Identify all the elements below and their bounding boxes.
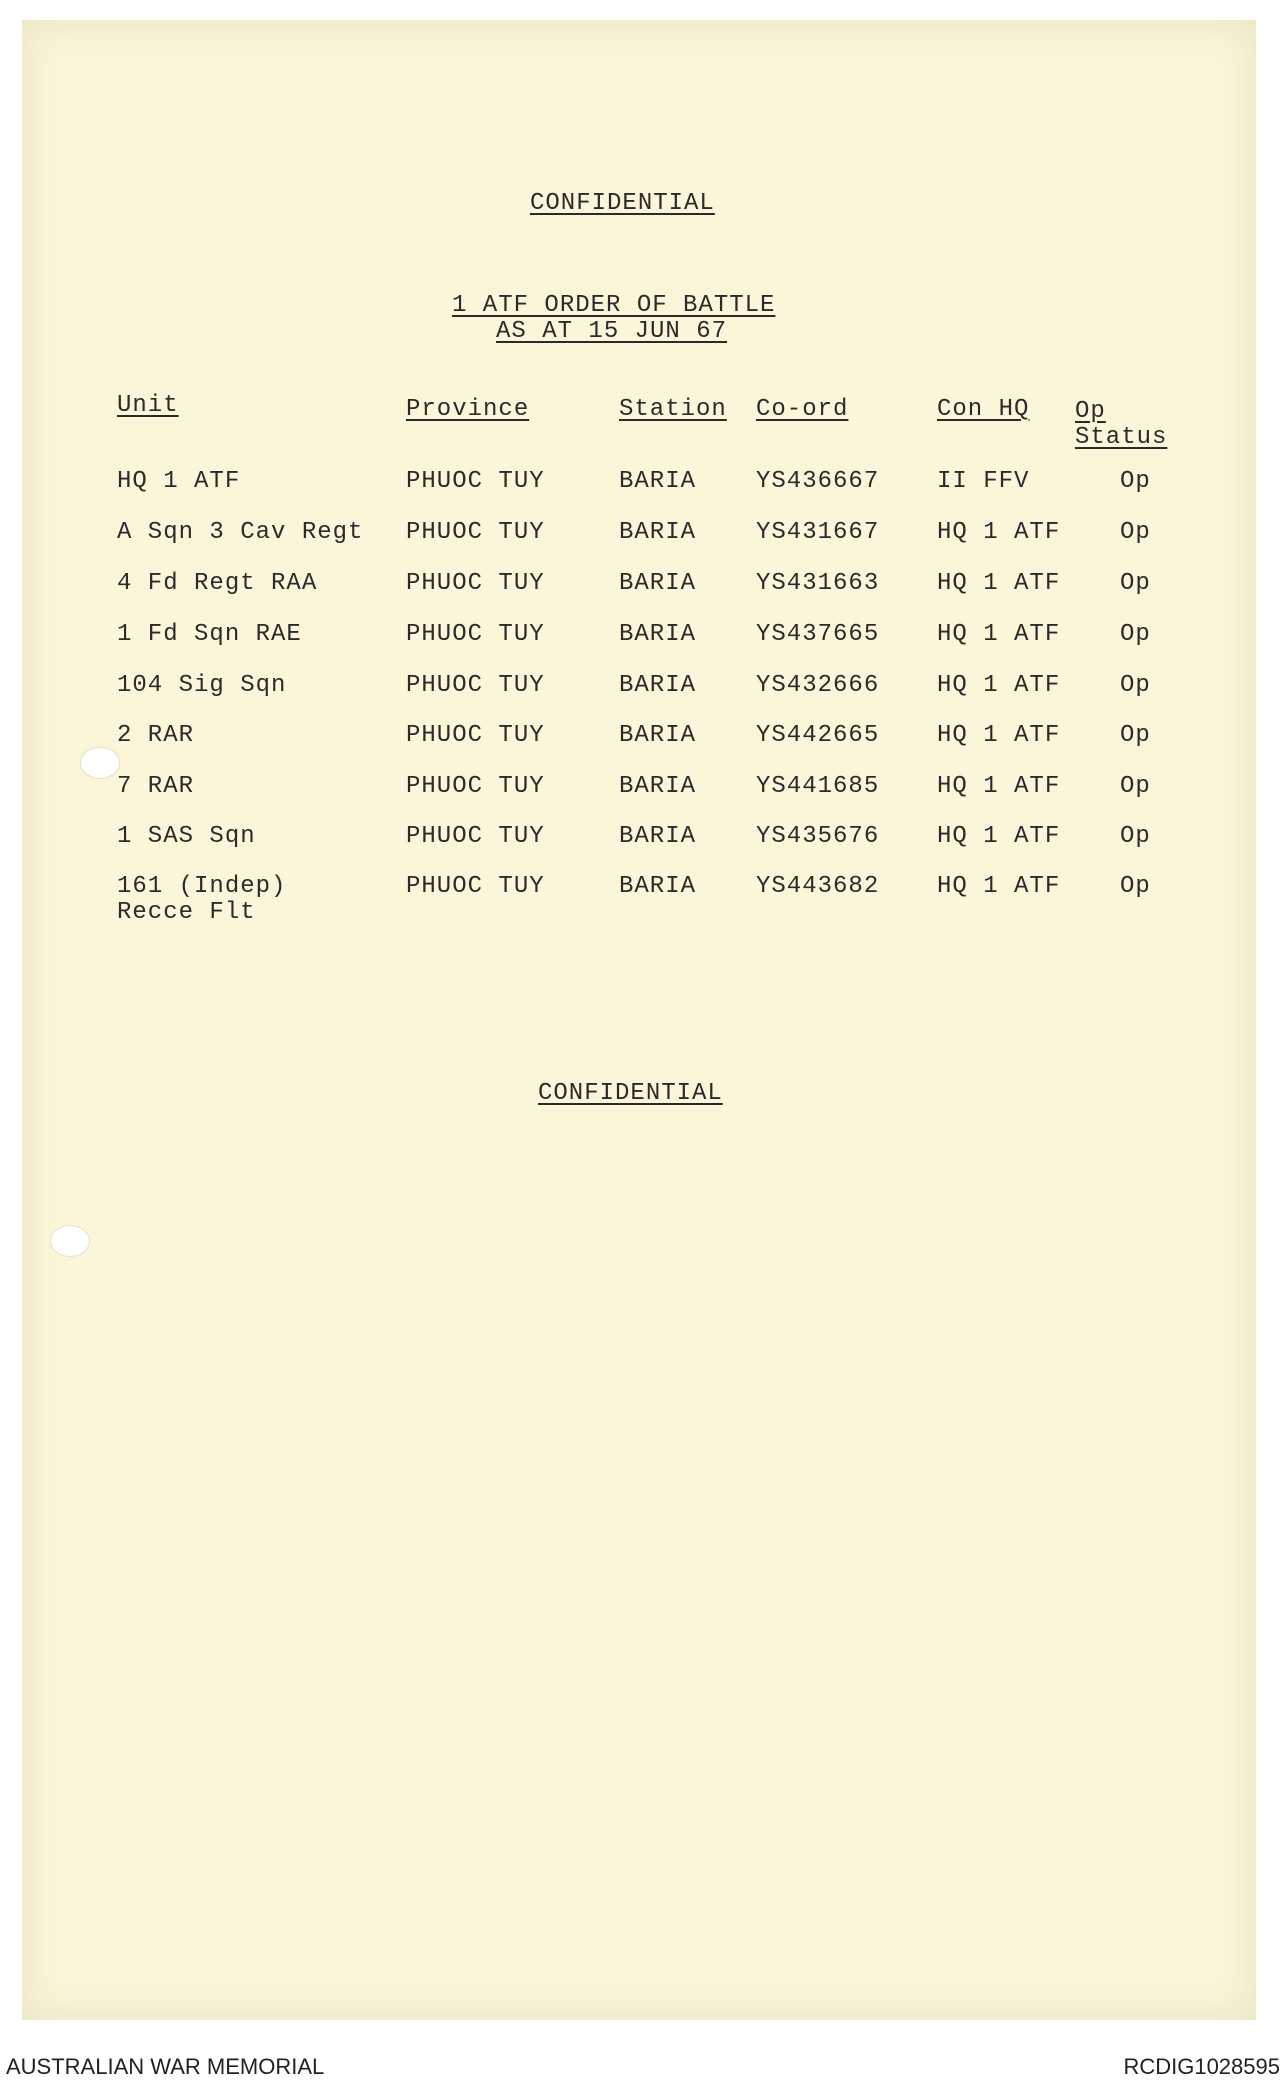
cell-coord: YS431663 [756,570,880,597]
cell-con-hq: HQ 1 ATF [937,722,1061,749]
column-header-unit: Unit [117,392,179,419]
table-row [0,519,1288,569]
cell-con-hq: HQ 1 ATF [937,570,1061,597]
cell-con-hq: HQ 1 ATF [937,519,1061,546]
cell-con-hq: II FFV [937,468,1030,495]
table-row [0,570,1288,620]
cell-status: Op [1120,570,1151,597]
table-row [0,621,1288,671]
cell-status: Op [1120,823,1151,850]
column-header-op: Op [1075,398,1106,425]
cell-station: BARIA [619,570,697,597]
column-header-status: Status [1075,424,1168,451]
cell-con-hq: HQ 1 ATF [937,773,1061,800]
cell-station: BARIA [619,468,697,495]
cell-unit: 1 Fd Sqn RAE [117,621,302,648]
table-row [0,823,1288,873]
cell-province: PHUOC TUY [406,621,545,648]
cell-unit: 161 (Indep) [117,873,287,900]
cell-unit: A Sqn 3 Cav Regt [117,519,364,546]
cell-station: BARIA [619,773,697,800]
title-line-2: AS AT 15 JUN 67 [496,318,728,345]
cell-status: Op [1120,519,1151,546]
column-header-coord: Co-ord [756,396,849,423]
cell-unit: 104 Sig Sqn [117,672,287,699]
confidential-footer: CONFIDENTIAL [538,1080,723,1107]
cell-unit: 1 SAS Sqn [117,823,256,850]
cell-coord: YS436667 [756,468,880,495]
punch-hole-lower [50,1225,90,1257]
archive-id: RCDIG1028595 [1123,2054,1280,2079]
cell-unit-line-2: Recce Flt [117,899,256,926]
cell-province: PHUOC TUY [406,570,545,597]
cell-unit: 4 Fd Regt RAA [117,570,318,597]
cell-coord: YS431667 [756,519,880,546]
cell-con-hq: HQ 1 ATF [937,621,1061,648]
cell-status: Op [1120,773,1151,800]
cell-station: BARIA [619,519,697,546]
cell-status: Op [1120,468,1151,495]
cell-unit: HQ 1 ATF [117,468,241,495]
cell-status: Op [1120,672,1151,699]
cell-station: BARIA [619,672,697,699]
title-line-1: 1 ATF ORDER OF BATTLE [452,292,776,319]
cell-coord: YS432666 [756,672,880,699]
cell-con-hq: HQ 1 ATF [937,823,1061,850]
table-row [0,873,1288,943]
table-row [0,672,1288,722]
cell-con-hq: HQ 1 ATF [937,873,1061,900]
cell-province: PHUOC TUY [406,873,545,900]
cell-province: PHUOC TUY [406,823,545,850]
cell-coord: YS435676 [756,823,880,850]
cell-unit: 2 RAR [117,722,195,749]
table-row [0,468,1288,518]
cell-status: Op [1120,873,1151,900]
column-header-con-hq: Con HQ [937,396,1030,423]
cell-station: BARIA [619,873,697,900]
cell-coord: YS437665 [756,621,880,648]
table-row [0,773,1288,823]
column-header-province: Province [406,396,530,423]
confidential-header: CONFIDENTIAL [530,190,715,217]
cell-status: Op [1120,722,1151,749]
table-row [0,722,1288,772]
cell-province: PHUOC TUY [406,519,545,546]
cell-province: PHUOC TUY [406,773,545,800]
cell-coord: YS442665 [756,722,880,749]
cell-coord: YS443682 [756,873,880,900]
column-header-station: Station [619,396,727,423]
cell-province: PHUOC TUY [406,672,545,699]
cell-coord: YS441685 [756,773,880,800]
cell-status: Op [1120,621,1151,648]
cell-station: BARIA [619,621,697,648]
cell-station: BARIA [619,823,697,850]
cell-con-hq: HQ 1 ATF [937,672,1061,699]
cell-unit: 7 RAR [117,773,195,800]
cell-province: PHUOC TUY [406,468,545,495]
cell-province: PHUOC TUY [406,722,545,749]
archive-credit: AUSTRALIAN WAR MEMORIAL [6,2054,325,2079]
cell-station: BARIA [619,722,697,749]
